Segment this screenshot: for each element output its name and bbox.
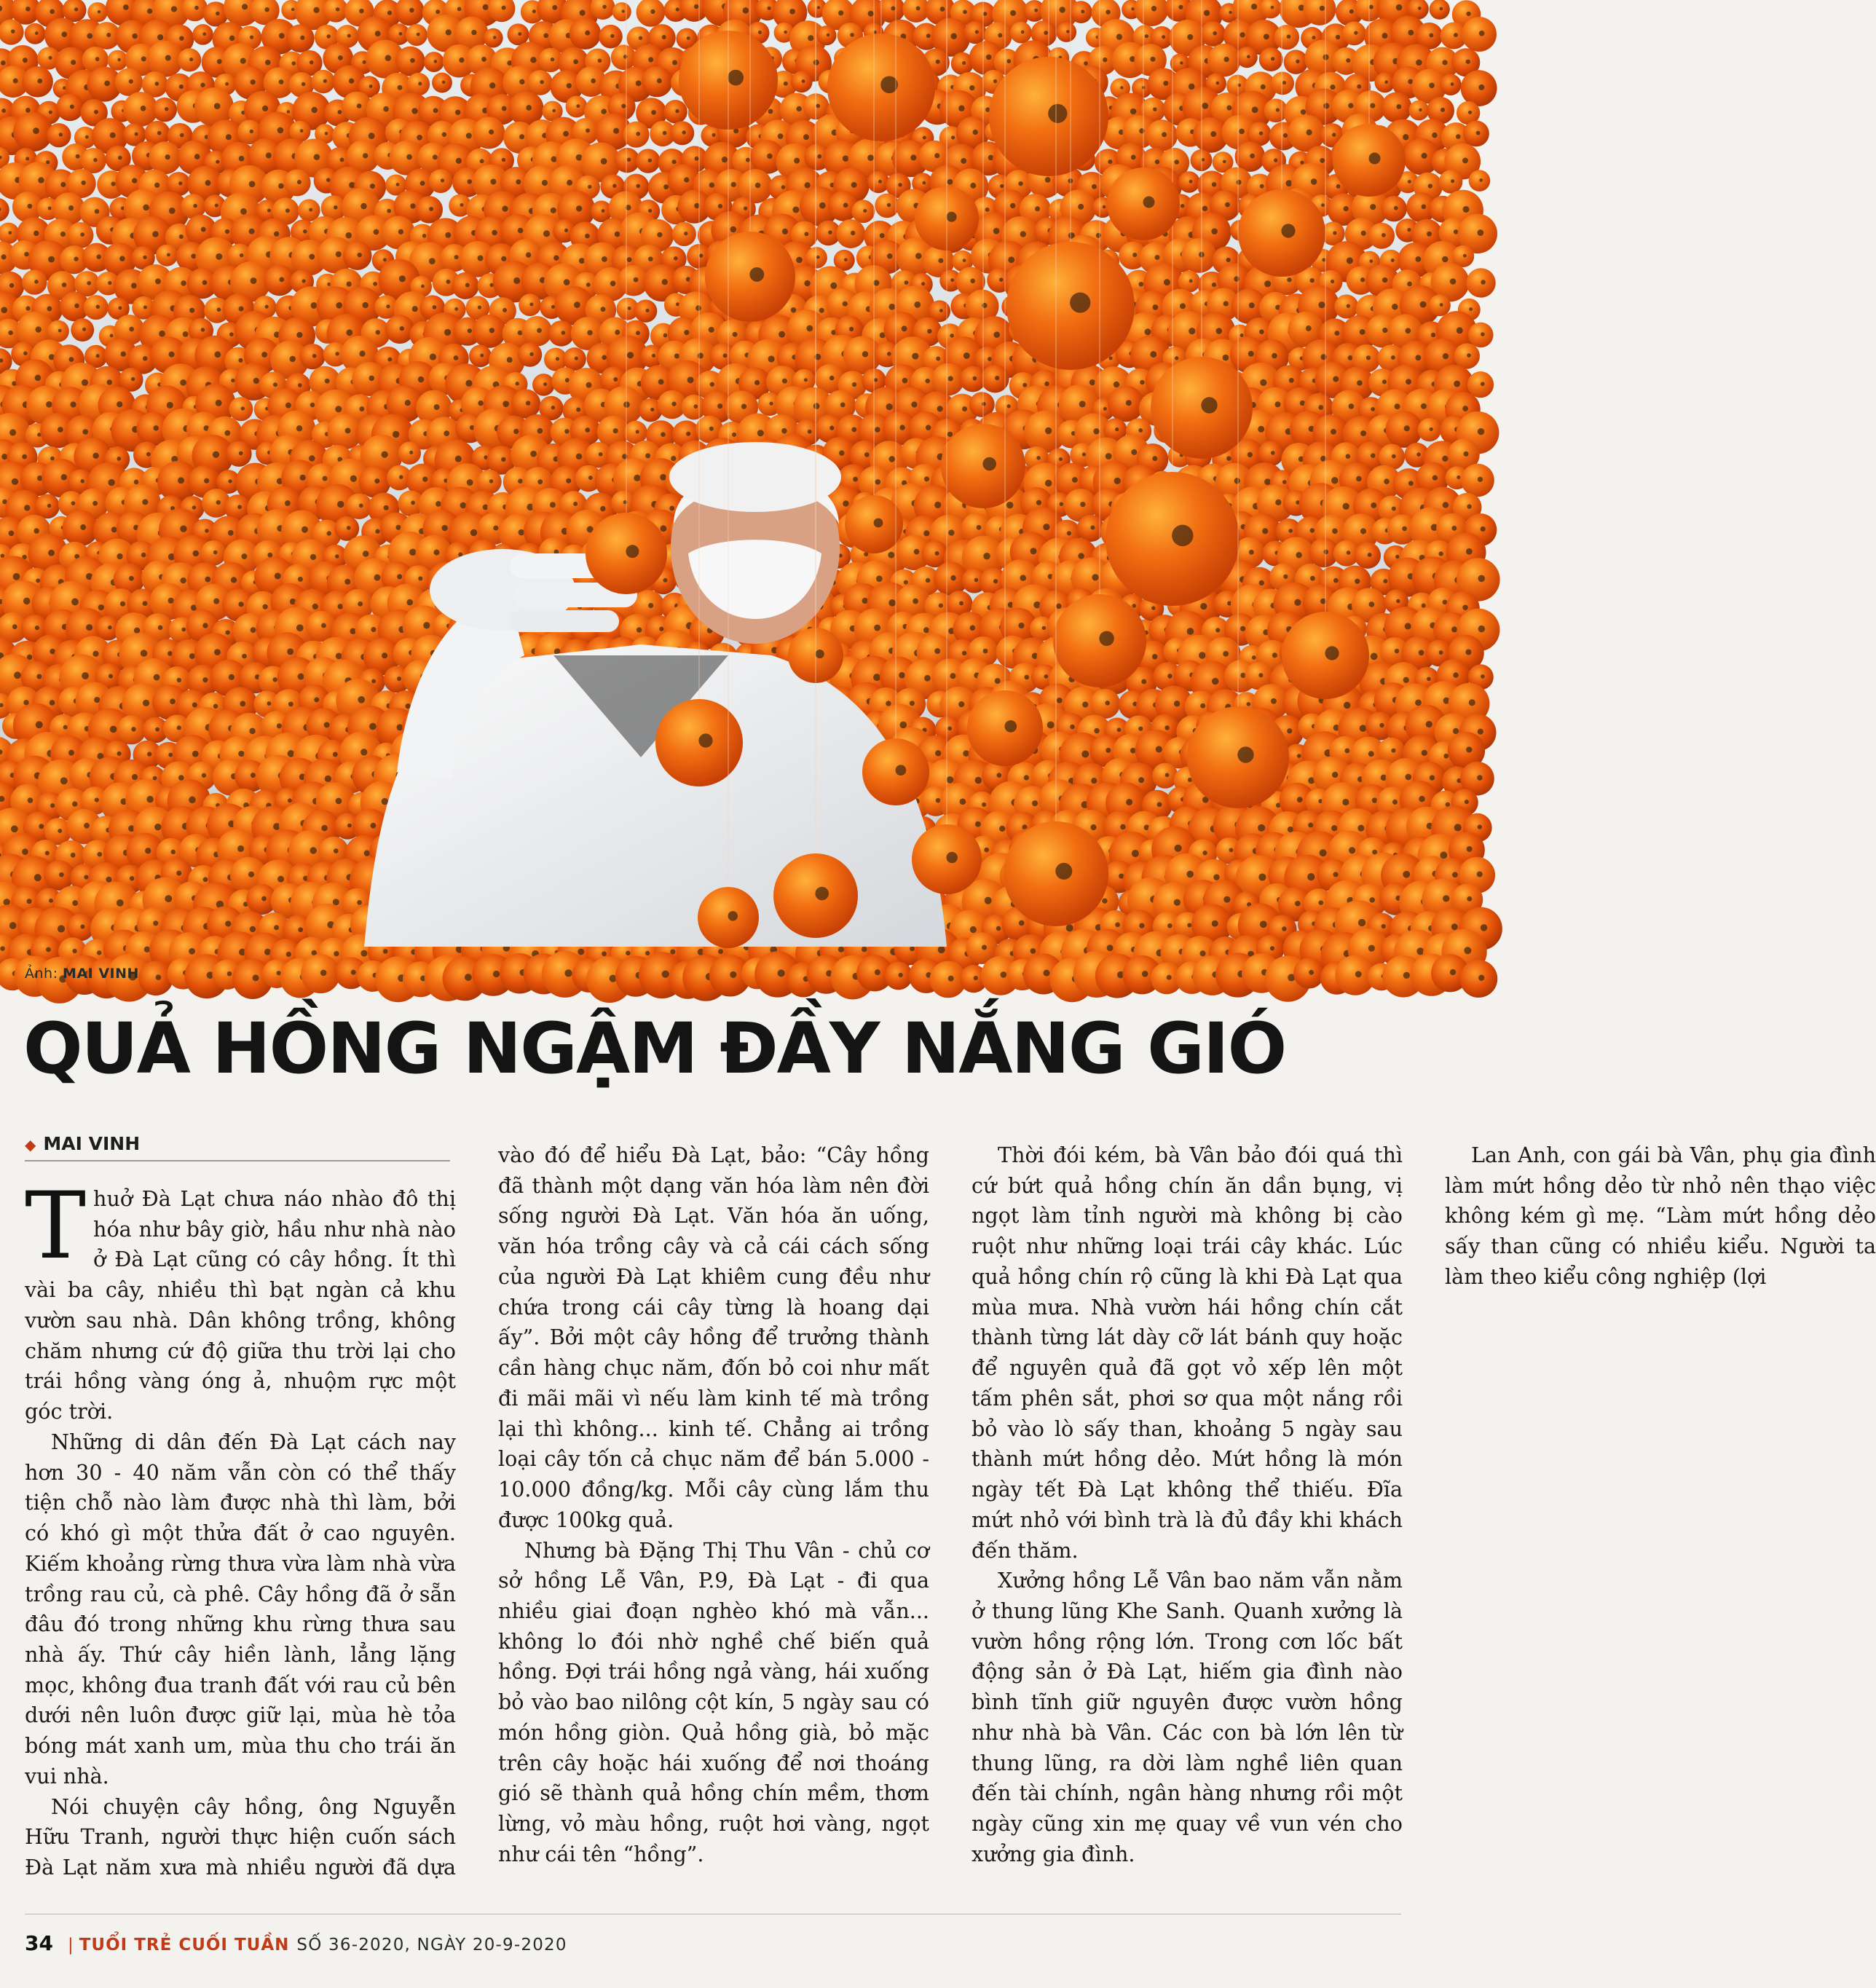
paragraph-5: Thời đói kém, bà Vân bảo đói quá thì cứ bứt quả hồng chín ăn dần bụng, vị ngọt làm tỉnh người mà không bị cào ruột như những loại trái cây khác. Lúc quả hồng chín rộ cũng là khi Đà Lạt qua mùa mưa. Nhà vườn hái hồng chín cắt thành từng lát dày cỡ lát bánh quy hoặc để nguyên quả đã gọt vỏ xếp lên một tấm phên sắt, phơi sơ qua một nắng rồi bỏ vào lò sấy than, khoảng 5 ngày sau thành mứt hồng dẻo. Mứt hồng là món ngày tết Đà Lạt không thể thiếu. Đĩa mứt nhỏ với bình trà là đủ đầy khi khách đến thăm. (972, 1143, 1403, 1563)
paragraph-4: Nhưng bà Đặng Thị Thu Vân - chủ cơ sở hồng Lễ Vân, P.9, Đà Lạt - đi qua nhiều giai đoạn nghèo khó mà vẫn... không lo đói nhờ nghề chế biến quả hồng. Đợi trái hồng ngả vàng, hái xuống bỏ vào bao nilông cột kín, 5 ngày sau có món hồng giòn. Quả hồng già, bỏ mặc trên cây hoặc hái xuống để nơi thoáng gió sẽ thành quả hồng chín mềm, thơm lừng, vỏ màu hồng, ruột hơi vàng, ngọt như cái tên “hồng”. (498, 1537, 929, 1866)
issue-info: SỐ 36-2020, NGÀY 20-9-2020 (296, 1936, 567, 1955)
page-number: 34 (25, 1931, 53, 1955)
paragraph-1-text: huở Đà Lạt chưa náo nhào đô thị hóa như bây giờ, hầu như nhà nào ở Đà Lạt cũng có cây hồng. Ít thì vài ba cây, nhiều thì bạt ngàn cả khu vườn sau nhà. Dân không trồng, không chăm nhưng cứ độ giữa thu trời lại cho trái hồng vàng óng ả, nhuộm rực một góc trời. (25, 1186, 456, 1424)
article-headline: QUẢ HỒNG NGẬM ĐẦY NẮNG GIÓ (23, 1008, 1286, 1089)
byline-spacer (25, 1140, 456, 1184)
paragraph-2: Những di dân đến Đà Lạt cách nay hơn 30 - 40 năm vẫn còn có thể thấy tiện chỗ nào làm được nhà thì làm, bởi có khó gì một thửa đất ở cao nguyên. Kiếm khoảng rừng thưa vừa làm nhà vừa trồng rau củ, cà phê. Cây hồng đã ở sẵn đâu đó trong những khu rừng thưa sau nhà ấy. Thứ cây hiền lành, lẳng lặng mọc, không đua tranh đất với rau củ bên dưới nên luôn được giữ lại, mùa hè tỏa bóng mát xanh um, mùa thu cho trái ăn vui nhà. (25, 1429, 456, 1788)
paragraph-7: Lan Anh, con gái bà Vân, phụ gia đình làm mứt hồng dẻo từ nhỏ nên thạo việc không kém gì mẹ. “Làm mứt hồng dẻo sấy than cũng có nhiều kiểu. Người ta làm theo kiểu công nghiệp (lợi (1445, 1143, 1876, 1289)
caption-photographer: MAI VINH (63, 966, 139, 982)
footer-separator: | (67, 1936, 74, 1955)
page-footer (25, 1931, 1401, 1955)
drop-cap: T (25, 1172, 87, 1279)
paragraph-1 (25, 1172, 456, 1427)
hero-photo-persimmons (0, 0, 1438, 947)
byline-author: MAI VINH (43, 1133, 141, 1154)
paragraph-6: Xưởng hồng Lễ Vân bao năm vẫn nằm ở thung lũng Khe Sanh. Quanh xưởng là vườn hồng rộng lớn. Trong cơn lốc bất động sản ở Đà Lạt, hiếm gia đình nào bình tĩnh giữ nguyên được vườn hồng như nhà bà Vân. Các con bà lớn lên từ thung lũng, ra dời làm nghề liên quan đến tài chính, ngân hàng nhưng rồi một ngày cũng xin mẹ quay về vun vén cho xưởng gia đình. (972, 1568, 1403, 1866)
diamond-icon: ◆ (25, 1136, 36, 1153)
paragraph-3: Nói chuyện cây hồng, ông Nguyễn Hữu Tranh, người thực hiện cuốn sách Đà Lạt năm xưa mà nhiều người đã dựa vào đó để hiểu Đà Lạt, bảo: “Cây hồng đã thành một dạng văn hóa làm nên đời sống người Đà Lạt. Văn hóa ăn uống, văn hóa trồng cây và cả cái cách sống của người Đà Lạt khiêm cung đều như chứa trong cái cây từng là hoang dại ấy”. Bởi một cây hồng để trưởng thành cần hàng chục năm, đốn bỏ coi như mất đi mãi mãi vì nếu làm kinh tế mà trồng lại thì không... kinh tế. Chẳng ai trồng loại cây tốn cả chục năm để bán 5.000 - 10.000 đồng/kg. Mỗi cây cùng lắm thu được 100kg quả. (25, 1143, 929, 1880)
caption-label: Ảnh: (25, 966, 58, 982)
photo-caption (25, 966, 139, 982)
magazine-name: TUỔI TRẺ CUỐI TUẦN (79, 1936, 290, 1955)
article-body (25, 1140, 1876, 1905)
